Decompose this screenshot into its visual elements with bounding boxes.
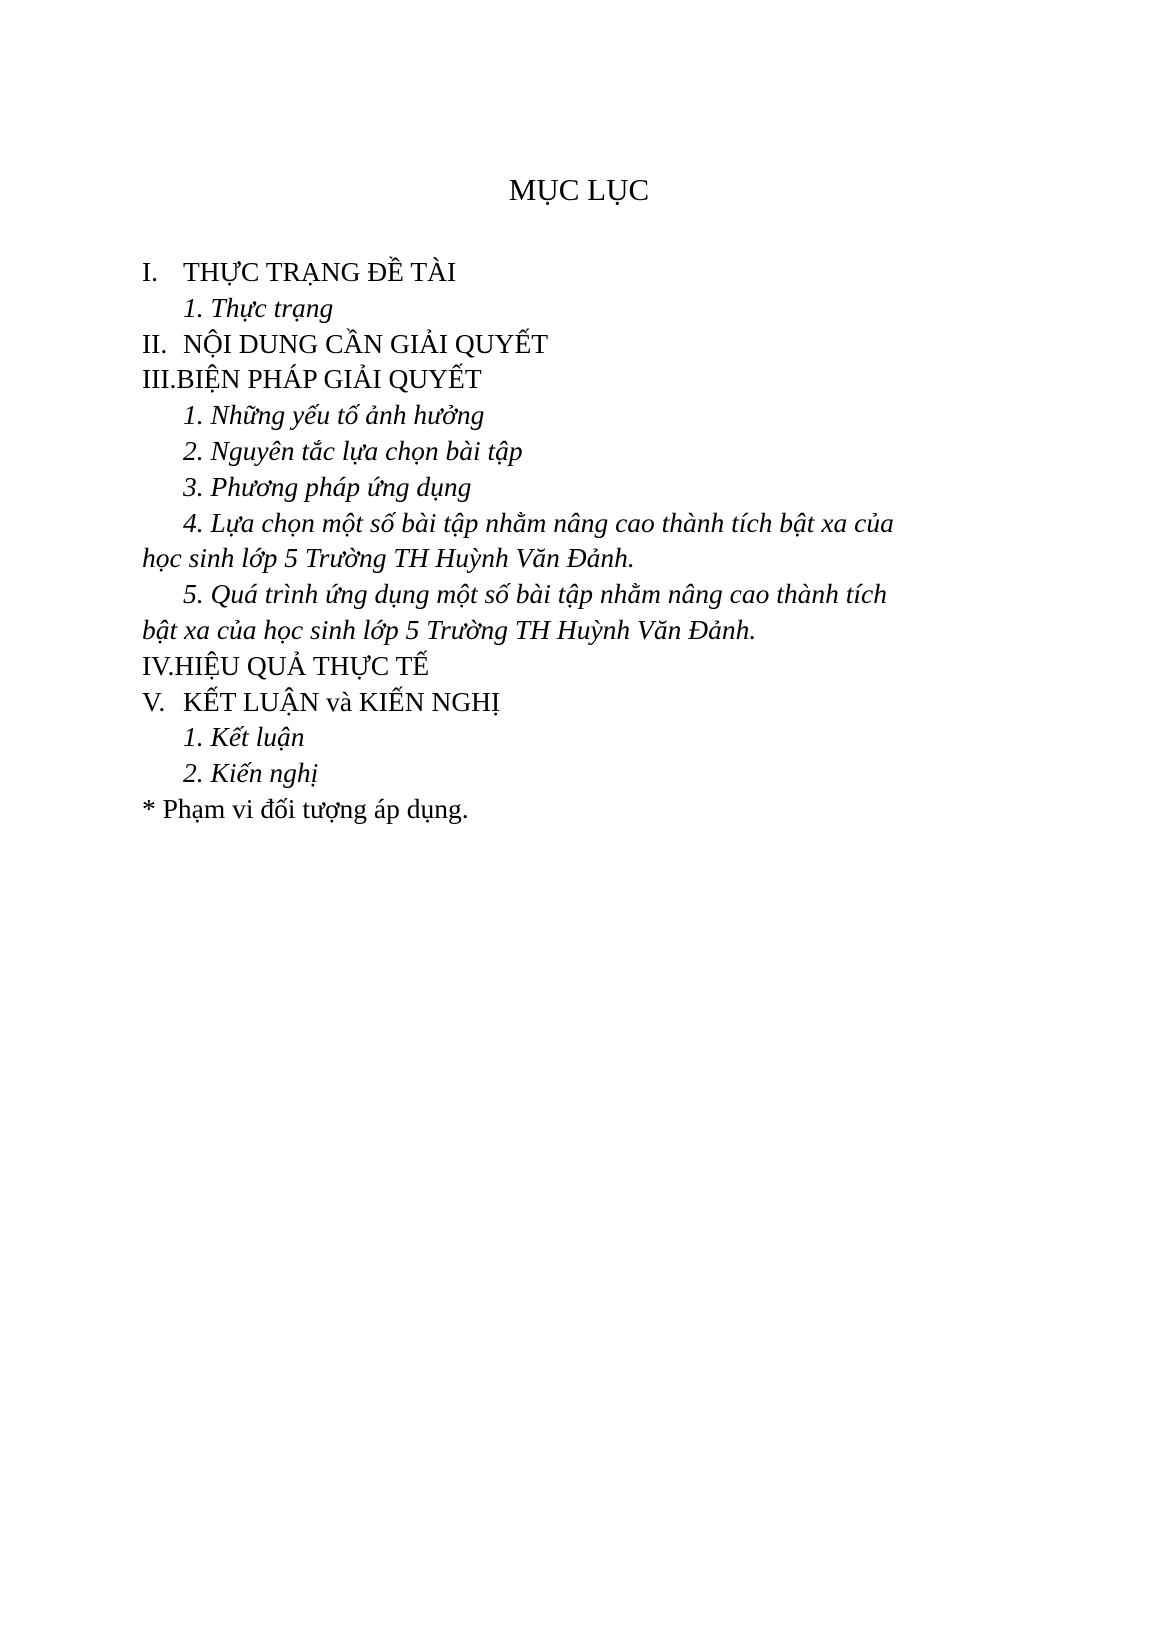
table-of-contents bbox=[142, 254, 1022, 827]
toc-section-4 bbox=[142, 648, 1022, 684]
section-number: IV. bbox=[142, 649, 175, 681]
toc-subsection: 5. Quá trình ứng dụng một số bài tập nhằm nâng cao thành tích bbox=[183, 578, 888, 610]
page-title: MỤC LỤC bbox=[508, 172, 650, 207]
toc-section-1 bbox=[142, 254, 1022, 290]
section-number: I. bbox=[142, 256, 159, 287]
toc-subsection: 1. Kết luận bbox=[183, 721, 305, 753]
toc-subsection: 4. Lựa chọn một số bài tập nhằm nâng cao thành tích bật xa của bbox=[183, 506, 894, 538]
section-number: V. bbox=[142, 685, 166, 717]
toc-subsection: 2. Kiến nghị bbox=[183, 757, 319, 789]
toc-subsection: 1. Những yếu tố ảnh hưởng bbox=[183, 399, 485, 431]
toc-section-2 bbox=[142, 326, 1022, 362]
toc-section-5 bbox=[142, 684, 1022, 720]
toc-subsection: 3. Phương pháp ứng dụng bbox=[183, 470, 472, 502]
section-number: III. bbox=[142, 363, 177, 395]
toc-subsection-continuation: bật xa của học sinh lớp 5 Trường TH Huỳnh Văn Đảnh. bbox=[142, 613, 757, 645]
toc-subsection: 2. Nguyên tắc lựa chọn bài tập bbox=[183, 434, 523, 466]
section-label: NỘI DUNG CẦN GIẢI QUYẾT bbox=[183, 327, 549, 359]
section-label: THỰC TRẠNG ĐỀ TÀI bbox=[183, 256, 457, 287]
toc-subsection-continuation: học sinh lớp 5 Trường TH Huỳnh Văn Đảnh. bbox=[142, 542, 635, 574]
toc-section-3 bbox=[142, 361, 1022, 397]
section-label: BIỆN PHÁP GIẢI QUYẾT bbox=[176, 363, 482, 395]
section-label: HIỆU QUẢ THỰC TẾ bbox=[174, 649, 430, 681]
section-number: II. bbox=[142, 327, 168, 359]
section-label: KẾT LUẬN và KIẾN NGHỊ bbox=[183, 685, 501, 717]
toc-subsection: 1. Thực trạng bbox=[183, 291, 334, 323]
footnote: * Phạm vi đối tượng áp dụng. bbox=[142, 792, 469, 824]
